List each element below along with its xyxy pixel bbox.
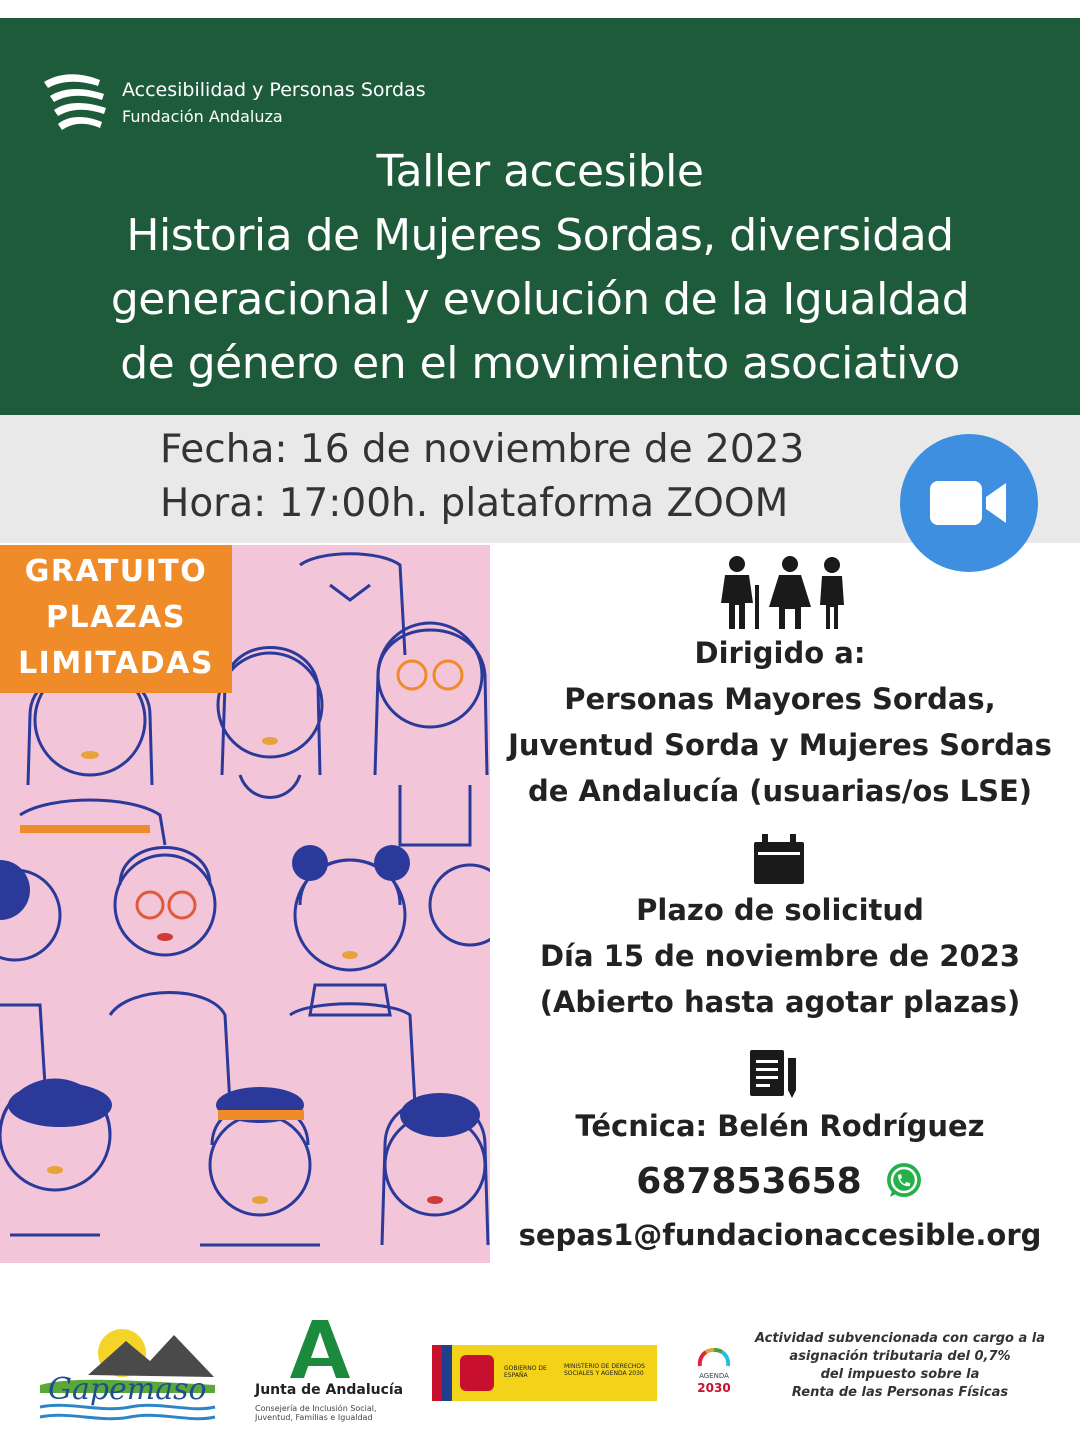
sponsor-note xyxy=(745,1330,1055,1402)
contact-email[interactable]: sepas1@fundacionaccesible.org xyxy=(518,1218,1042,1252)
foundation-logo-icon xyxy=(40,68,112,138)
audience-line: Personas Mayores Sordas, xyxy=(564,682,996,716)
flag-stripe xyxy=(432,1345,442,1401)
whatsapp-icon[interactable] xyxy=(884,1161,924,1201)
audience-line: Juventud Sorda y Mujeres Sordas xyxy=(508,728,1052,762)
junta-andalucia-subtitle: Consejería de Inclusión Social, Juventud, Familias e Igualdad xyxy=(255,1404,377,1422)
document-pencil-icon xyxy=(748,1048,800,1100)
gapemaso-text: Gapemaso xyxy=(48,1372,207,1407)
deadline-date: Día 15 de noviembre de 2023 xyxy=(539,939,1020,973)
title-line: de género en el movimiento asociativo xyxy=(120,338,960,389)
sponsor-line: Actividad subvencionada con cargo a la xyxy=(754,1331,1046,1346)
event-title xyxy=(40,140,1040,396)
free-limited-badge xyxy=(0,545,232,693)
org-subtitle: Fundación Andaluza xyxy=(122,107,283,126)
badge-line: LIMITADAS xyxy=(18,646,214,681)
agenda-label: AGENDA xyxy=(699,1372,729,1380)
coat-of-arms-icon xyxy=(460,1355,494,1391)
ministerio-text: MINISTERIO DE DERECHOS SOCIALES Y AGENDA 2030 xyxy=(564,1363,645,1377)
contact-tecnica: Técnica: Belén Rodríguez xyxy=(575,1109,985,1143)
sponsor-line: Renta de las Personas Físicas xyxy=(791,1385,1009,1400)
deadline-heading: Plazo de solicitud xyxy=(636,893,924,927)
people-icon xyxy=(715,555,850,631)
badge-line: PLAZAS xyxy=(46,600,186,635)
agenda-2030-icon xyxy=(694,1344,734,1370)
flag-stripe xyxy=(442,1345,452,1401)
top-white-strip xyxy=(0,0,1080,18)
junta-andalucia-icon xyxy=(290,1318,350,1380)
calendar-icon xyxy=(752,834,808,886)
gobierno-text: GOBIERNO DE ESPAÑA xyxy=(504,1365,547,1379)
footer-separator xyxy=(0,1263,1080,1265)
event-time: Hora: 17:00h. plataforma ZOOM xyxy=(160,481,789,526)
sponsor-line: del impuesto sobre la xyxy=(820,1367,980,1382)
agenda-year: 2030 xyxy=(697,1381,731,1395)
audience-line: de Andalucía (usuarias/os LSE) xyxy=(527,774,1033,808)
audience-heading: Dirigido a: xyxy=(694,636,866,670)
org-name: Accesibilidad y Personas Sordas xyxy=(122,79,426,101)
header-banner xyxy=(0,18,1080,415)
gobierno-espana-logo xyxy=(432,1345,657,1401)
event-date: Fecha: 16 de noviembre de 2023 xyxy=(160,427,805,472)
title-line: Historia de Mujeres Sordas, diversidad xyxy=(126,210,954,261)
title-line: Taller accesible xyxy=(376,146,704,197)
zoom-logo[interactable] xyxy=(900,434,1038,572)
phone-row xyxy=(500,1156,1060,1206)
junta-andalucia-name: Junta de Andalucía xyxy=(255,1382,404,1398)
sponsor-line: asignación tributaria del 0,7% xyxy=(789,1349,1011,1364)
gapemaso-logo xyxy=(30,1315,220,1425)
title-line: generacional y evolución de la Igualdad xyxy=(110,274,970,325)
deadline-note: (Abierto hasta agotar plazas) xyxy=(539,985,1021,1019)
contact-phone[interactable]: 687853658 xyxy=(636,1160,862,1202)
badge-line: GRATUITO xyxy=(24,554,208,589)
zoom-camera-icon xyxy=(930,479,1008,527)
